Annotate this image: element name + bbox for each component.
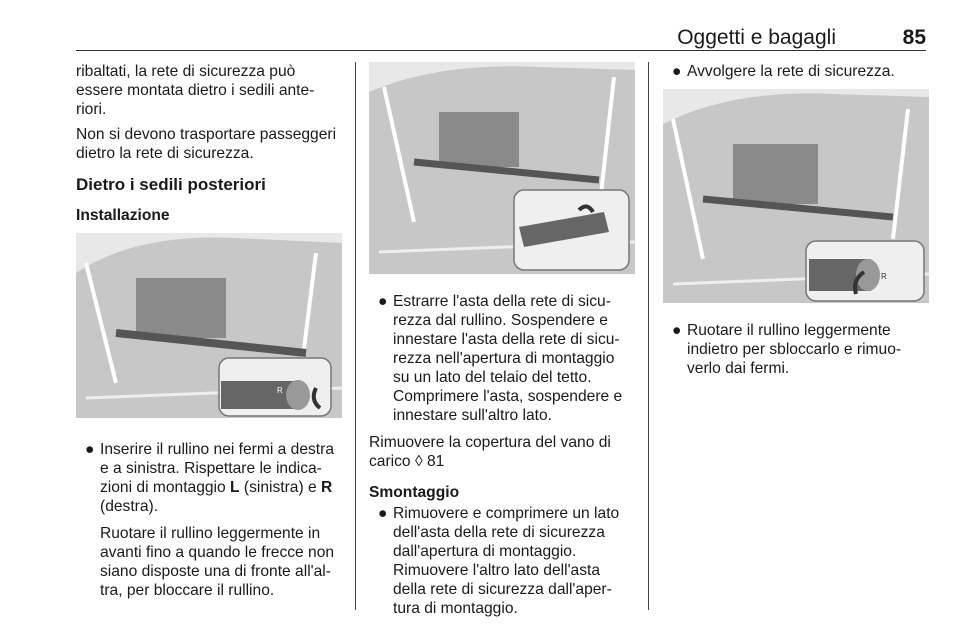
page-title: Oggetti e bagagli: [677, 26, 836, 49]
extraction-figure: [369, 62, 635, 274]
label-l: L: [230, 479, 240, 496]
cargo-net-illustration: [76, 233, 342, 418]
bullet-item: [369, 504, 635, 618]
paragraph: Non si devono trasportare passeggeri dietro la rete di sicurezza.: [76, 126, 337, 162]
page-reference-icon: ◊: [414, 453, 423, 470]
bullet-text: Ruotare il rullino leggermente indietro per sbloccarlo e rimuo-verlo dai fermi.: [687, 322, 902, 377]
column-1: [76, 62, 342, 606]
page-number: 85: [902, 26, 926, 49]
bullet-item: [76, 440, 342, 516]
paragraph: [369, 433, 635, 471]
bullet-item: [663, 62, 929, 81]
section-heading: Dietro i sedili posteriori: [76, 175, 266, 194]
column-divider-2: [648, 62, 649, 610]
bullet-text: Rimuovere e comprimere un lato dell'asta della rete di sicurezza dall'apertura di montaggio. Rimuovere l'altro lato dell'asta della rete di sicurezza dall'aper-tura di montaggio.: [393, 505, 620, 617]
label-r: R: [321, 479, 333, 496]
rolling-figure: [663, 89, 929, 303]
roller-illustration: [663, 89, 929, 303]
paragraph-text: Rimuovere la copertura del vano di carico: [369, 434, 611, 470]
column-3: [663, 62, 929, 386]
bullet-item: [663, 321, 929, 378]
bullet-text: (sinistra) e: [239, 479, 322, 496]
bullet-icon: ●: [672, 322, 682, 339]
bullet-text: Avvolgere la rete di sicurezza.: [687, 63, 895, 80]
bullet-text: Inserire il rullino nei fermi a destra e a sinistra. Rispettare le indica-zioni di montaggio: [100, 441, 334, 496]
column-2: [369, 62, 635, 626]
bullet-icon: ●: [378, 293, 388, 310]
installation-figure: [76, 233, 342, 418]
bullet-text: (destra).: [100, 498, 159, 515]
roller-label: R: [881, 272, 887, 281]
paragraph: ribaltati, la rete di sicurezza può essere montata dietro i sedili ante-riori.: [76, 63, 315, 118]
bullet-icon: ●: [378, 505, 388, 522]
subsection-heading: Smontaggio: [369, 484, 460, 501]
header-divider: [76, 50, 926, 51]
column-divider-1: [355, 62, 356, 610]
page-header: [76, 26, 926, 50]
roller-label: R: [277, 386, 283, 395]
paragraph: Ruotare il rullino leggermente in avanti fino a quando le frecce non siano disposte una di fronte all'al-tra, per bloccare il rullino.: [100, 525, 335, 599]
bullet-icon: ●: [672, 63, 682, 80]
bullet-text: Estrarre l'asta della rete di sicu-rezza dal rullino. Sospendere e innestare l'asta della rete di sicu-rezza nell'apertura di montaggio su un lato del telaio del tetto. Comprimere l'asta, sospendere e innestare sull'altro lato.: [393, 293, 623, 424]
net-rod-illustration: [369, 62, 635, 274]
subsection-heading: Installazione: [76, 207, 170, 224]
bullet-icon: ●: [85, 441, 95, 458]
page-reference-link[interactable]: 81: [427, 453, 445, 470]
bullet-item: [369, 292, 635, 425]
